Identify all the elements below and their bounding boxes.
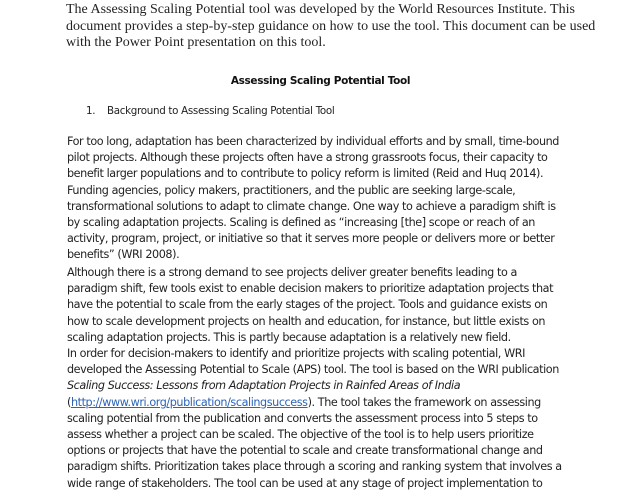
intro-line: The Assessing Scaling Potential tool was developed by the World Resources Institute. This — [66, 2, 575, 17]
text-line: Although there is a strong demand to see projects deliver greater benefits leading to a — [67, 266, 517, 279]
text-line: by scaling adaptation projects. Scaling is defined as “increasing [the] scope or reach of an — [67, 216, 535, 230]
section-heading-text: Background to Assessing Scaling Potential Tool — [107, 105, 335, 117]
text-line: benefits” (WRI 2008). — [67, 248, 180, 262]
intro-paragraph — [66, 2, 606, 52]
text-line: wide range of stakeholders. The tool can be used at any stage of project implementation to — [67, 476, 543, 490]
text-line: paradigm shift, few tools exist to enable decision makers to prioritize adaptation projects that — [67, 282, 554, 296]
publication-link[interactable]: http://www.wri.org/publication/scalingsuccess — [70, 395, 308, 409]
text-line: how to scale development projects on health and education, for instance, but little exists on — [67, 314, 546, 328]
text-line: Funding agencies, policy makers, practitioners, and the public are seeking large-scale, — [67, 183, 516, 197]
paragraph-background — [67, 134, 627, 264]
text-line: activity, program, project, or initiative so that it serves more people or delivers more or better — [67, 232, 555, 246]
section-heading — [86, 105, 335, 117]
text-line: pilot projects. Although these projects often have a strong grassroots focus, their capacity to — [67, 151, 548, 165]
open-paren: ( — [67, 395, 71, 409]
section-number: 1. — [86, 105, 96, 117]
intro-line: document provides a step-by-step guidance on how to use the tool. This document can be used — [66, 18, 596, 34]
text-line: In order for decision-makers to identify and prioritize projects with scaling potential, WRI — [67, 347, 525, 361]
text-line: assess whether a project can be scaled. The objective of the tool is to help users prioritize — [67, 428, 534, 442]
intro-line: with the Power Point presentation on this tool. — [66, 35, 326, 50]
paragraph-tool-description — [67, 265, 627, 492]
text-line: options or projects that have the potential to scale and create transformational change and — [67, 444, 543, 458]
publication-title: Scaling Success: Lessons from Adaptation Projects in Rainfed Areas of India — [67, 379, 461, 393]
document-title: Assessing Scaling Potential Tool — [230, 75, 411, 87]
text-line: For too long, adaptation has been characterized by individual efforts and by small, time-bound — [67, 135, 559, 148]
text-line-with-link — [67, 395, 627, 411]
text-line: benefit larger populations and to contribute to policy reform is limited (Reid and Huq 2014). — [67, 167, 544, 181]
text-line: developed the Assessing Potential to Scale (APS) tool. The tool is based on the WRI publication — [67, 363, 559, 377]
text-line: transformational solutions to adapt to climate change. One way to achieve a paradigm shift is — [67, 199, 556, 213]
text-line: scaling potential from the publication and converts the assessment process into 5 steps to — [67, 411, 538, 425]
text-line: have the potential to scale from the early stages of the project. Tools and guidance exists on — [67, 298, 548, 312]
link-trailing-text: ). The tool takes the framework on assessing — [307, 395, 541, 409]
text-line: scaling adaptation projects. This is partly because adaptation is a relatively new field. — [67, 330, 511, 344]
text-line: paradigm shifts. Prioritization takes place through a scoring and ranking system that involves a — [67, 460, 562, 474]
